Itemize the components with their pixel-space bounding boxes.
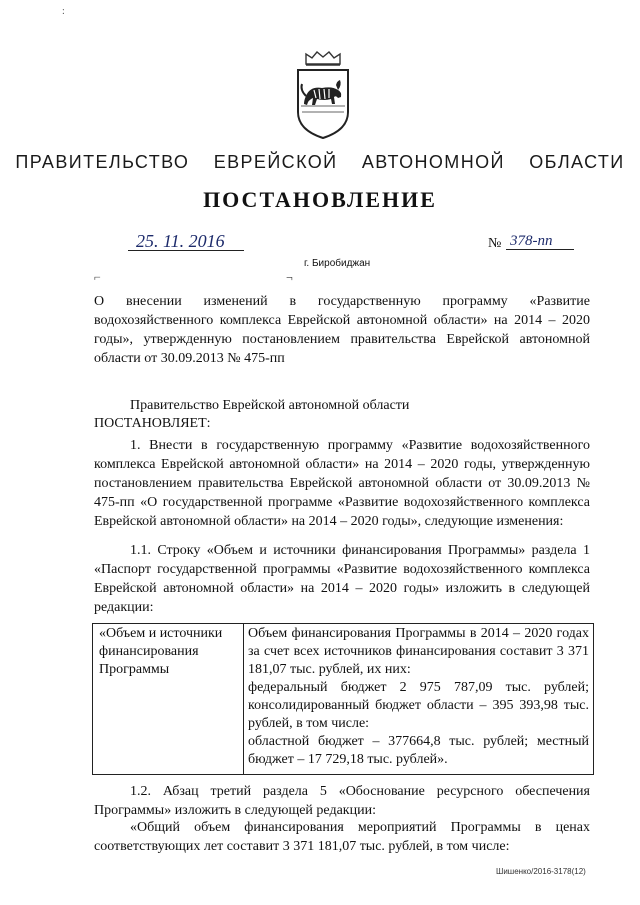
city-name: г. Биробиджан <box>304 258 371 269</box>
preamble: О внесении изменений в государственную программу «Развитие водохозяйственного комплекса Еврейской автономной области» на 2014 – 2020 годы», утвержденную постановлением правительства Еврейской автономной области от 30.09.2013 № 475-пп <box>94 294 590 366</box>
decree-number: 378-пп <box>506 233 574 250</box>
corner-mark-right: ¬ <box>286 270 293 284</box>
decree-word: ПОСТАНОВЛЯЕТ: <box>94 416 211 431</box>
financing-table <box>92 623 594 775</box>
decree-date: 25. 11. 2016 <box>128 232 244 251</box>
scan-mark: : <box>62 6 66 17</box>
paragraph-1-2: 1.2. Абзац третий раздела 5 «Обоснование ресурсного обеспечения Программы» изложить в следующей редакции: <box>94 784 590 818</box>
paragraph-1: 1. Внести в государственную программу «Развитие водохозяйственного комплекса Еврейской автономной области» на 2014 – 2020 годы, утвержденную постановлением правительства Еврейской автономной области от 30.09.2013 № 475-пп «О государственной программе «Развитие водохозяйственного комплекса Еврейской автономной области» на 2014 – 2020 годы», следующие изменения: <box>94 438 590 529</box>
table-row <box>93 624 594 775</box>
number-label: № <box>488 236 502 251</box>
table-cell-label: «Объем и источники финансирования Программы <box>93 624 244 775</box>
paragraph-1-1: 1.1. Строку «Объем и источники финансирования Программы» раздела 1 «Паспорт государственной программы «Развитие водохозяйственного комплекса Еврейской автономной области» на 2014 – 2020 годы» изложить в следующей редакции: <box>94 543 590 615</box>
corner-mark-left: ⌐ <box>94 270 101 284</box>
footer-code: Шишенко/2016-3178(12) <box>496 867 586 876</box>
government-name: ПРАВИТЕЛЬСТВО ЕВРЕЙСКОЙ АВТОНОМНОЙ ОБЛАСТИ <box>15 152 625 172</box>
paragraph-1-3: «Общий объем финансирования мероприятий Программы в ценах соответствующих лет составит 3 371 181,07 тыс. рублей, в том числе: <box>94 820 590 854</box>
table-text-total: Объем финансирования Программы в 2014 – 2020 годах за счет всех источников финансирования составит 3 371 181,07 тыс. рублей, их них: <box>248 626 589 677</box>
table-text-regional: областной бюджет – 377664,8 тыс. рублей; местный бюджет – 17 729,18 тыс. рублей». <box>248 734 589 767</box>
table-cell-content <box>244 624 594 775</box>
coat-of-arms-tiger-icon <box>292 50 354 140</box>
government-line: Правительство Еврейской автономной области <box>130 398 410 413</box>
document-type-title: ПОСТАНОВЛЕНИЕ <box>203 187 437 212</box>
table-text-federal: федеральный бюджет 2 975 787,09 тыс. рублей; консолидированный бюджет области – 395 393,98 тыс. рублей, в том числе: <box>248 680 589 731</box>
